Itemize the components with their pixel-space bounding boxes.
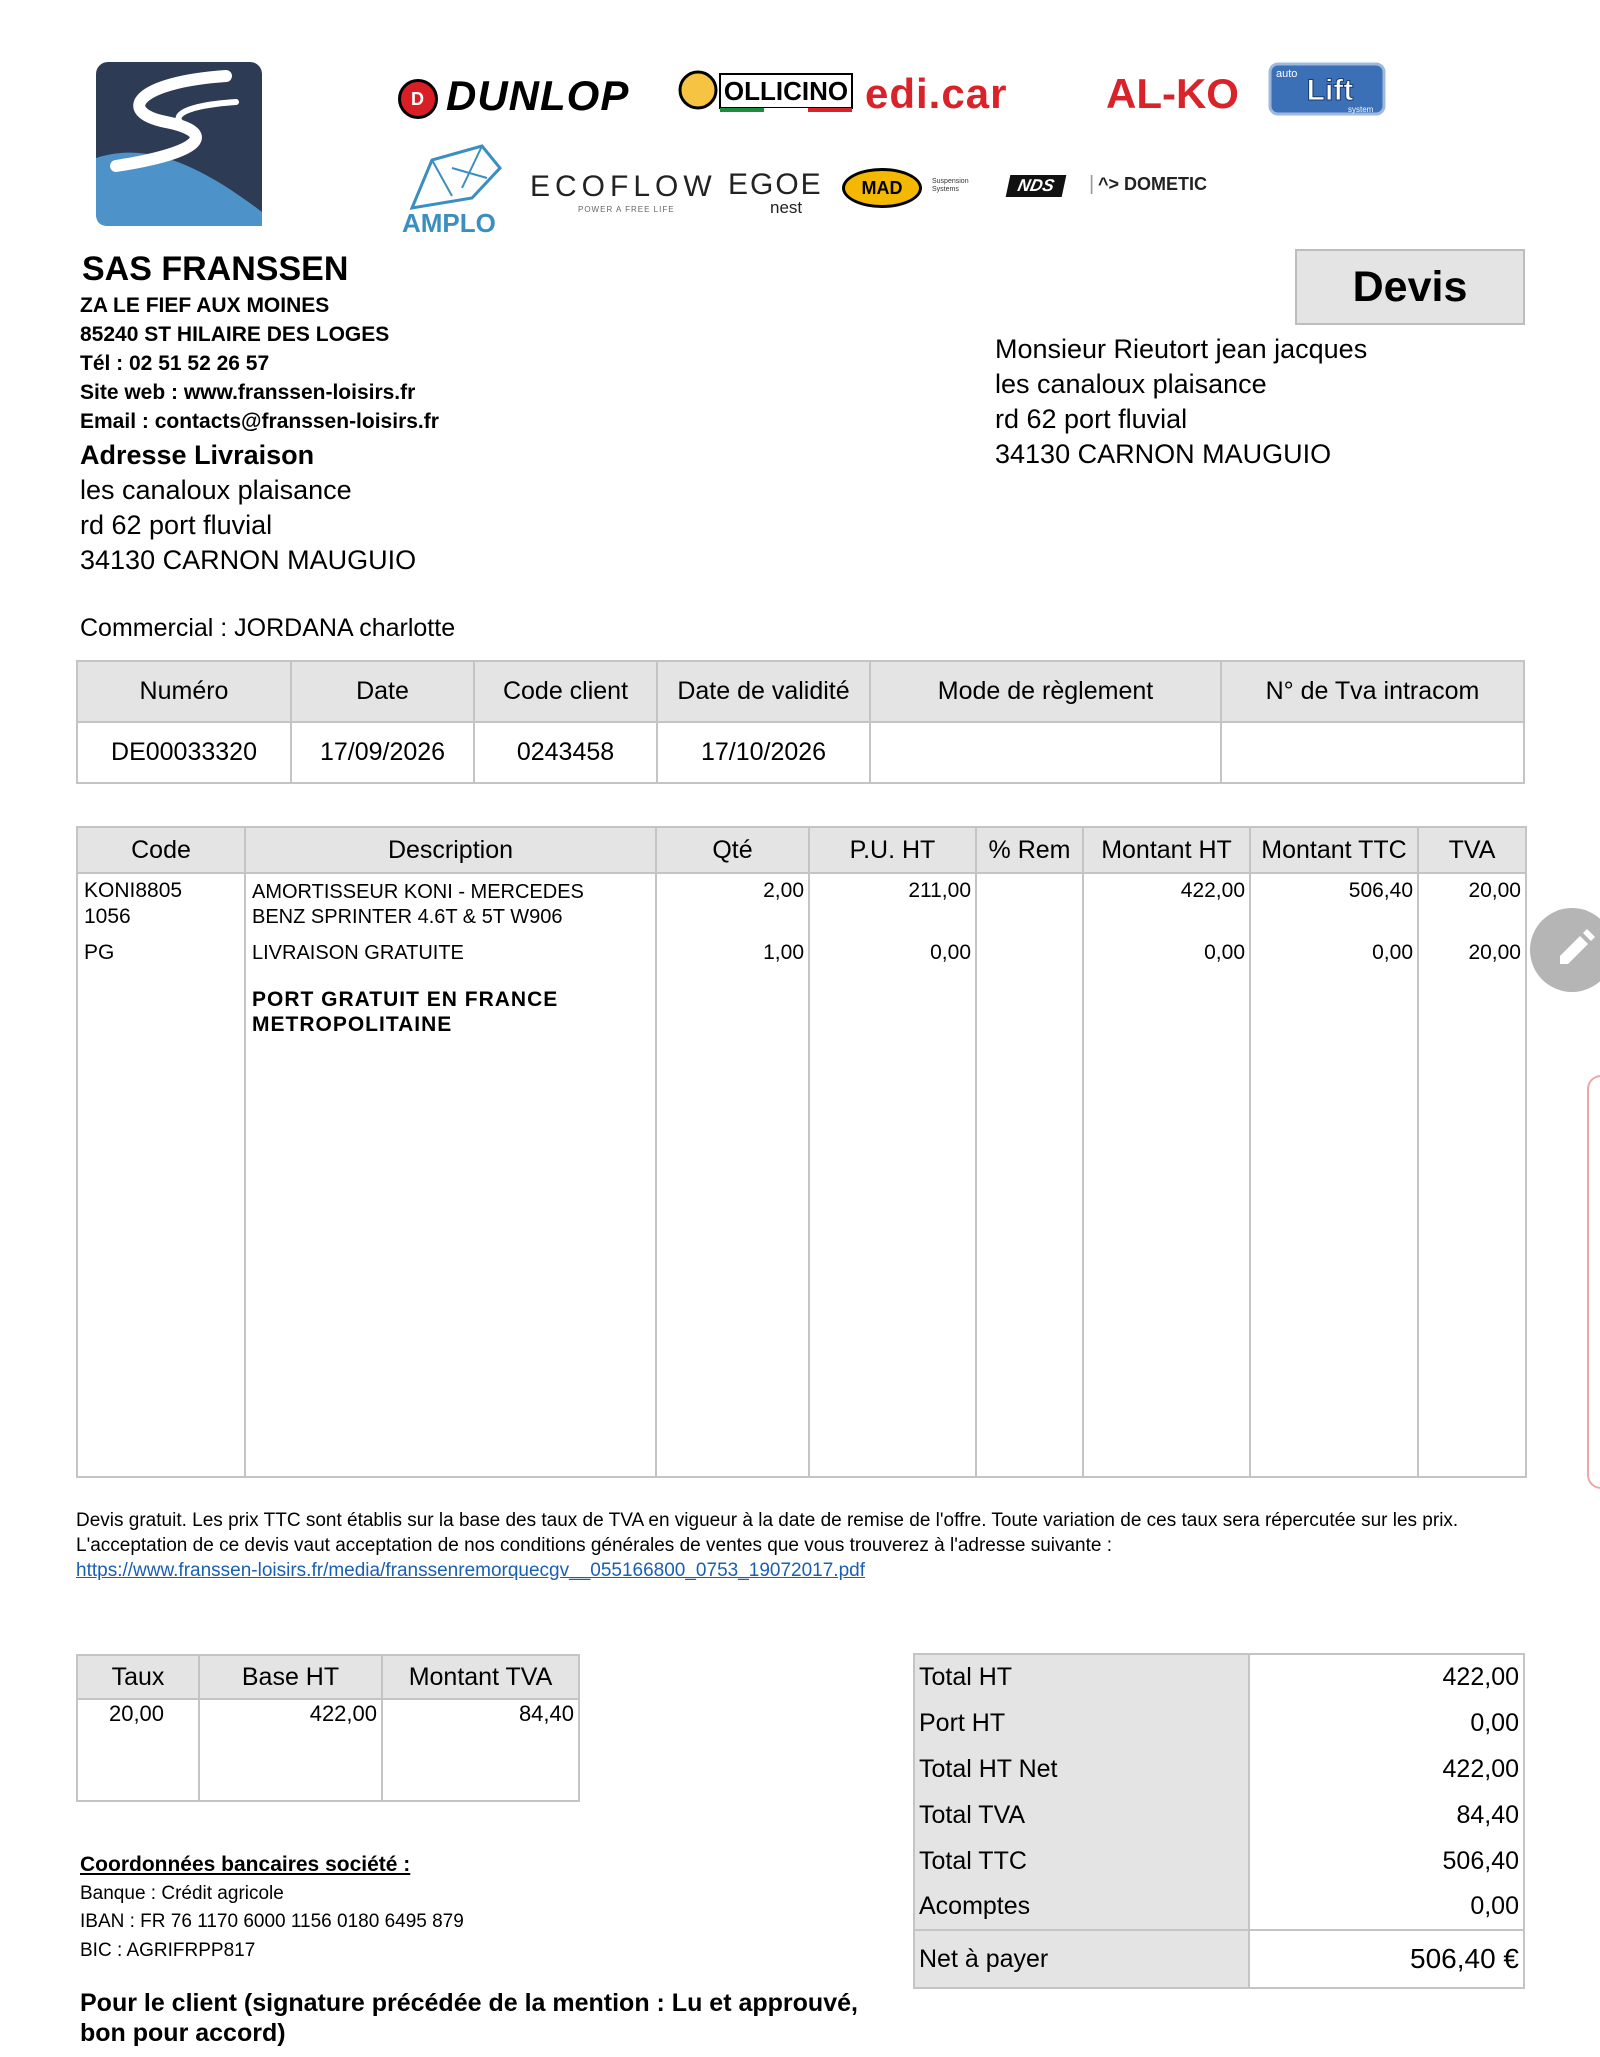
signature-note: Pour le client (signature précédée de la mention : Lu et approuvé, bon pour accord) <box>80 1989 858 2047</box>
svg-text:system: system <box>1348 105 1374 114</box>
totals-row <box>914 1700 1524 1746</box>
col-vat: TVA <box>1418 827 1526 873</box>
total-tva-label: Total TVA <box>914 1792 1249 1838</box>
deposits-label: Acomptes <box>914 1884 1249 1930</box>
total-ttc-value: 506,40 <box>1249 1838 1524 1884</box>
bank-bic: BIC : AGRIFRPP817 <box>80 1940 256 1961</box>
vat-number <box>1221 722 1524 783</box>
company-phone: Tél : 02 51 52 26 57 <box>80 352 270 375</box>
item-vat: 20,00 <box>1418 939 1526 979</box>
item-description-cont: BENZ SPRINTER 4.6T & 5T W906 <box>252 906 563 928</box>
delivery-line-1: les canaloux plaisance <box>80 475 352 505</box>
delivery-line-3: 34130 CARNON MAUGUIO <box>80 545 417 575</box>
col-unit-price: P.U. HT <box>809 827 976 873</box>
totals-row <box>914 1654 1524 1700</box>
table-row <box>77 979 1526 1477</box>
nds-logo: NDS <box>1006 175 1067 197</box>
totals-row <box>914 1746 1524 1792</box>
quote-number: DE00033320 <box>77 722 291 783</box>
vat-header-amount: Montant TVA <box>382 1655 579 1699</box>
col-description: Description <box>245 827 656 873</box>
item-description: LIVRAISON GRATUITE <box>245 939 656 979</box>
item-note: PORT GRATUIT EN FRANCE <box>252 988 559 1011</box>
vat-rate: 20,00 <box>77 1699 199 1801</box>
company-website: Site web : www.franssen-loisirs.fr <box>80 381 416 404</box>
edit-button[interactable] <box>1530 908 1600 992</box>
item-discount <box>976 873 1083 939</box>
col-amount-ht: Montant HT <box>1083 827 1250 873</box>
item-qty: 2,00 <box>656 873 809 939</box>
item-note-cont: METROPOLITAINE <box>252 1013 453 1036</box>
totals-table <box>913 1653 1525 1989</box>
svg-text:Lift: Lift <box>1306 74 1354 107</box>
port-ht-label: Port HT <box>914 1700 1249 1746</box>
header-validity-date: Date de validité <box>657 661 870 722</box>
total-ht-net-label: Total HT Net <box>914 1746 1249 1792</box>
dometic-logo: ^> DOMETIC <box>1098 174 1208 194</box>
totals-row <box>914 1838 1524 1884</box>
total-ht-label: Total HT <box>914 1654 1249 1700</box>
item-amount-ht: 422,00 <box>1083 873 1250 939</box>
terms-line-1: Devis gratuit. Les prix TTC sont établis sur la base des taux de TVA en vigueur à la date de remise de l'offre. Toute variation de ces taux sera répercutée sur les prix. <box>76 1510 1459 1531</box>
item-vat: 20,00 <box>1418 873 1526 939</box>
bank-title: Coordonnées bancaires société : <box>80 1853 411 1876</box>
item-code: KONI8805 <box>84 879 183 902</box>
col-amount-ttc: Montant TTC <box>1250 827 1418 873</box>
side-panel-tab[interactable] <box>1587 1075 1600 1489</box>
item-unit-price: 0,00 <box>809 939 976 979</box>
total-ht-net-value: 422,00 <box>1249 1746 1524 1792</box>
port-ht-value: 0,00 <box>1249 1700 1524 1746</box>
deposits-value: 0,00 <box>1249 1884 1524 1930</box>
vat-summary-table <box>76 1654 580 1802</box>
mad-subtitle: Suspension Systems <box>932 178 969 193</box>
terms-link[interactable]: https://www.franssen-loisirs.fr/media/franssenremorquecgv__055166800_0753_19072017.pdf <box>76 1560 865 1581</box>
vat-base: 422,00 <box>199 1699 382 1801</box>
validity-date: 17/10/2026 <box>657 722 870 783</box>
brand-separator: | <box>1089 173 1095 195</box>
commercial: Commercial : JORDANA charlotte <box>80 614 456 642</box>
quote-date: 17/09/2026 <box>291 722 474 783</box>
item-amount-ht: 0,00 <box>1083 939 1250 979</box>
totals-row <box>914 1792 1524 1838</box>
client-code: 0243458 <box>474 722 657 783</box>
net-to-pay-label: Net à payer <box>914 1930 1249 1988</box>
item-qty: 1,00 <box>656 939 809 979</box>
header-date: Date <box>291 661 474 722</box>
bank-iban: IBAN : FR 76 1170 6000 1156 0180 6495 879 <box>80 1911 464 1932</box>
client-line-3: rd 62 port fluvial <box>995 404 1188 434</box>
net-row <box>914 1930 1524 1988</box>
company-logo <box>96 62 262 226</box>
company-email: Email : contacts@franssen-loisirs.fr <box>80 410 439 433</box>
svg-text:OLLICINO: OLLICINO <box>723 76 849 106</box>
totals-row <box>914 1884 1524 1930</box>
header-numero: Numéro <box>77 661 291 722</box>
bank-name: Banque : Crédit agricole <box>80 1883 284 1904</box>
net-to-pay-value: 506,40 € <box>1249 1930 1524 1988</box>
item-code-cont: 1056 <box>84 905 131 928</box>
dunlop-logo: D DUNLOP <box>398 72 629 120</box>
delivery-address-title: Adresse Livraison <box>80 440 315 470</box>
client-line-2: les canaloux plaisance <box>995 369 1267 399</box>
amplo-logo <box>392 138 508 238</box>
ollicino-logo <box>676 58 856 116</box>
col-qty: Qté <box>656 827 809 873</box>
table-row <box>77 873 1526 939</box>
item-code: PG <box>77 939 245 979</box>
col-discount: % Rem <box>976 827 1083 873</box>
svg-text:AMPLO: AMPLO <box>402 208 496 238</box>
header-vat-number: N° de Tva intracom <box>1221 661 1524 722</box>
company-address: ZA LE FIEF AUX MOINES <box>80 294 330 317</box>
client-name: Monsieur Rieutort jean jacques <box>995 334 1368 364</box>
alko-logo: AL-KO <box>1106 70 1239 117</box>
item-unit-price: 211,00 <box>809 873 976 939</box>
item-amount-ttc: 506,40 <box>1250 873 1418 939</box>
table-row <box>77 939 1526 979</box>
item-discount <box>976 939 1083 979</box>
payment-mode <box>870 722 1221 783</box>
mad-logo: MAD <box>842 168 922 208</box>
total-ht-value: 422,00 <box>1249 1654 1524 1700</box>
col-code: Code <box>77 827 245 873</box>
terms-line-2: L'acceptation de ce devis vaut acceptation de nos conditions générales de ventes que vous trouverez à l'adresse suivante : <box>76 1535 1113 1556</box>
total-ttc-label: Total TTC <box>914 1838 1249 1884</box>
total-tva-value: 84,40 <box>1249 1792 1524 1838</box>
svg-text:auto: auto <box>1276 68 1298 80</box>
document-type: Devis <box>1295 249 1525 325</box>
vat-amount: 84,40 <box>382 1699 579 1801</box>
vat-header-base: Base HT <box>199 1655 382 1699</box>
items-table <box>76 826 1527 1478</box>
header-client-code: Code client <box>474 661 657 722</box>
client-line-4: 34130 CARNON MAUGUIO <box>995 439 1332 469</box>
company-name: SAS FRANSSEN <box>82 250 349 288</box>
company-city: 85240 ST HILAIRE DES LOGES <box>80 323 390 346</box>
header-payment-mode: Mode de règlement <box>870 661 1221 722</box>
ecoflow-tagline: POWER A FREE LIFE <box>578 205 675 214</box>
egoe-logo: EGOE <box>728 168 823 201</box>
delivery-line-2: rd 62 port fluvial <box>80 510 273 540</box>
item-description: AMORTISSEUR KONI - MERCEDES <box>252 881 584 903</box>
egoe-subtitle: nest <box>770 198 803 217</box>
ecoflow-logo: ECOFLOW <box>530 170 717 203</box>
edicar-logo: edi.car <box>865 70 1008 117</box>
pencil-icon <box>1530 908 1600 992</box>
autolift-logo <box>1268 62 1386 116</box>
item-amount-ttc: 0,00 <box>1250 939 1418 979</box>
terms-text <box>76 1508 1526 1583</box>
quote-info-table <box>76 660 1525 784</box>
vat-header-rate: Taux <box>77 1655 199 1699</box>
